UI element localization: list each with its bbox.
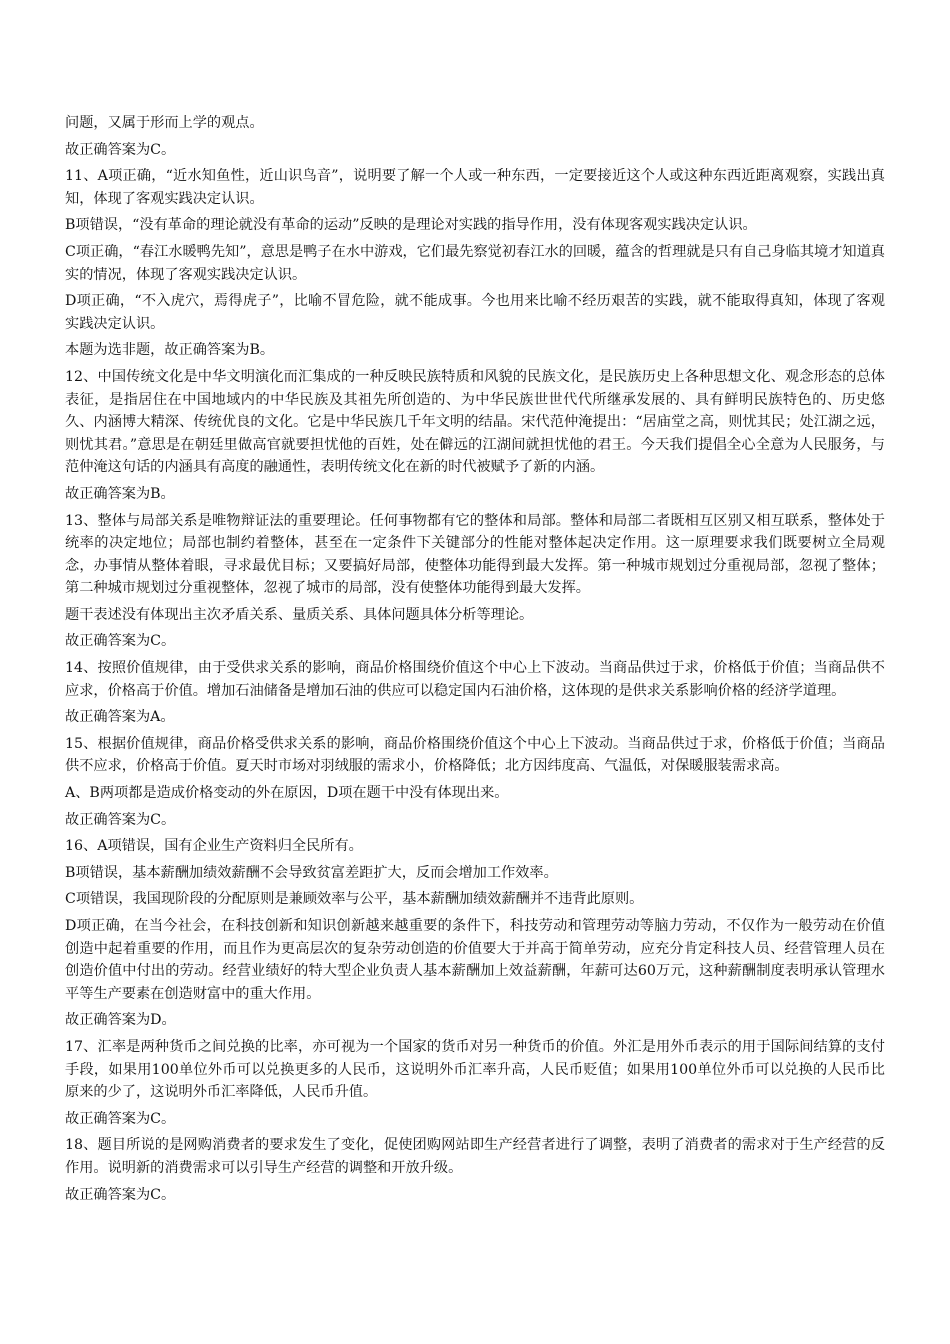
q11-explanation-b: B项错误，“没有革命的理论就没有革命的运动”反映的是理论对实践的指导作用，没有体现客观实践决定认识。 xyxy=(65,217,757,234)
answer-explanations-page xyxy=(65,112,885,1210)
answer-line: 故正确答案为A。 xyxy=(65,709,175,726)
paragraph-continuation: 问题，又属于形而上学的观点。 xyxy=(65,115,264,131)
answer-line: 故正确答案为B。 xyxy=(65,485,175,502)
q11-explanation-d: D项正确，“不入虎穴，焉得虎子”，比喻不冒危险，就不能成事。今也用来比喻不经历艰苦的实践，就不能取得真知，体现了客观实践决定认识。 xyxy=(65,293,885,332)
q14-explanation: 14、按照价值规律，由于受供求关系的影响，商品价格围绕价值这个中心上下波动。当商品供过于求，价格低于价值；当商品供不应求，价格高于价值。增加石油储备是增加石油的供应可以稳定国内石油价格，这体现的是供求关系影响价格的经济学道理。 xyxy=(65,660,885,699)
q16-explanation-c: C项错误，我国现阶段的分配原则是兼顾效率与公平，基本薪酬加绩效薪酬并不违背此原则。 xyxy=(65,891,644,908)
q16-explanation-d: D项正确，在当今社会，在科技创新和知识创新越来越重要的条件下，科技劳动和管理劳动等脑力劳动，不仅作为一般劳动在价值创造中起着重要的作用，而且作为更高层次的复杂劳动创造的价值要大于并高于简单劳动，应充分肯定科技人员、经营管理人员在创造价值中付出的劳动。经营业绩好的特大型企业负责人基本薪酬加上效益薪酬，年薪可达60万元，这种薪酬制度表明承认管理水平等生产要素在创造财富中的重大作用。 xyxy=(65,918,885,1002)
answer-line: 故正确答案为C。 xyxy=(65,1186,176,1203)
q15-note: A、B两项都是造成价格变动的外在原因，D项在题干中没有体现出来。 xyxy=(65,785,509,802)
q15-explanation: 15、根据价值规律，商品价格受供求关系的影响，商品价格围绕价值这个中心上下波动。当商品供过于求，价格低于价值；当商品供不应求，价格高于价值。夏天时市场对羽绒服的需求小，价格降低；北方因纬度高、气温低，对保暖服装需求高。 xyxy=(65,735,885,775)
answer-line: 故正确答案为C。 xyxy=(65,811,176,828)
q18-explanation: 18、题目所说的是网购消费者的要求发生了变化，促使团购网站即生产经营者进行了调整，表明了消费者的需求对于生产经营的反作用。说明新的消费需求可以引导生产经营的调整和开放升级。 xyxy=(65,1137,885,1176)
q12-explanation: 12、中国传统文化是中华文明演化而汇集成的一种反映民族特质和风貌的民族文化，是民族历史上各种思想文化、观念形态的总体表征，是指居住在中国地域内的中华民族及其祖先所创造的、为中华民族世世代代所继承发展的、具有鲜明民族特色的、历史悠久、内涵博大精深、传统优良的文化。它是中华民族几千年文明的结晶。宋代范仲淹提出：“居庙堂之高，则忧其民；处江湖之远，则忧其君。”意思是在朝廷里做高官就要担忧他的百姓，处在僻远的江湖间就担忧他的君王。今天我们提倡全心全意为人民服务，与范仲淹这句话的内涵具有高度的融通性，表明传统文化在新的时代被赋予了新的内涵。 xyxy=(65,368,885,476)
q16-explanation-a: 16、A项错误，国有企业生产资料归全民所有。 xyxy=(65,838,363,855)
q11-explanation-c: C项正确，“春江水暖鸭先知”，意思是鸭子在水中游戏，它们最先察觉初春江水的回暖，蕴含的哲理就是只有自己身临其境才知道真实的情况，体现了客观实践决定认识。 xyxy=(65,243,885,283)
q16-explanation-b: B项错误，基本薪酬加绩效薪酬不会导致贫富差距扩大，反而会增加工作效率。 xyxy=(65,864,558,881)
answer-line: 故正确答案为C。 xyxy=(65,141,176,158)
q17-explanation: 17、汇率是两种货币之间兑换的比率，亦可视为一个国家的货币对另一种货币的价值。外汇是用外币表示的用于国际间结算的支付手段，如果用100单位外币可以兑换更多的人民币，这说明外币汇率升高，人民币贬值；如果用100单位外币可以兑换的人民币比原来的少了，这说明外币汇率降低，人民币升值。 xyxy=(65,1038,885,1101)
answer-line: 故正确答案为C。 xyxy=(65,1110,176,1127)
answer-line: 本题为选非题，故正确答案为B。 xyxy=(65,342,275,359)
q11-explanation-a: 11、A项正确，“近水知鱼性，近山识鸟音”，说明要了解一个人或一种东西，一定要接近这个人或这种东西近距离观察，实践出真知，体现了客观实践决定认识。 xyxy=(65,168,885,207)
q13-note: 题干表述没有体现出主次矛盾关系、量质关系、具体问题具体分析等理论。 xyxy=(65,606,534,623)
q13-explanation: 13、整体与局部关系是唯物辩证法的重要理论。任何事物都有它的整体和局部。整体和局部二者既相互区别又相互联系，整体处于统率的决定地位；局部也制约着整体，甚至在一定条件下关键部分的性能对整体起决定作用。这一原理要求我们既要树立全局观念，办事情从整体着眼，寻求最优目标；又要搞好局部，使整体功能得到最大发挥。第一种城市规划过分重视局部，忽视了整体；第二种城市规划过分重视整体，忽视了城市的局部，没有使整体功能得到最大发挥。 xyxy=(65,512,885,597)
answer-line: 故正确答案为D。 xyxy=(65,1012,176,1029)
answer-line: 故正确答案为C。 xyxy=(65,633,176,650)
